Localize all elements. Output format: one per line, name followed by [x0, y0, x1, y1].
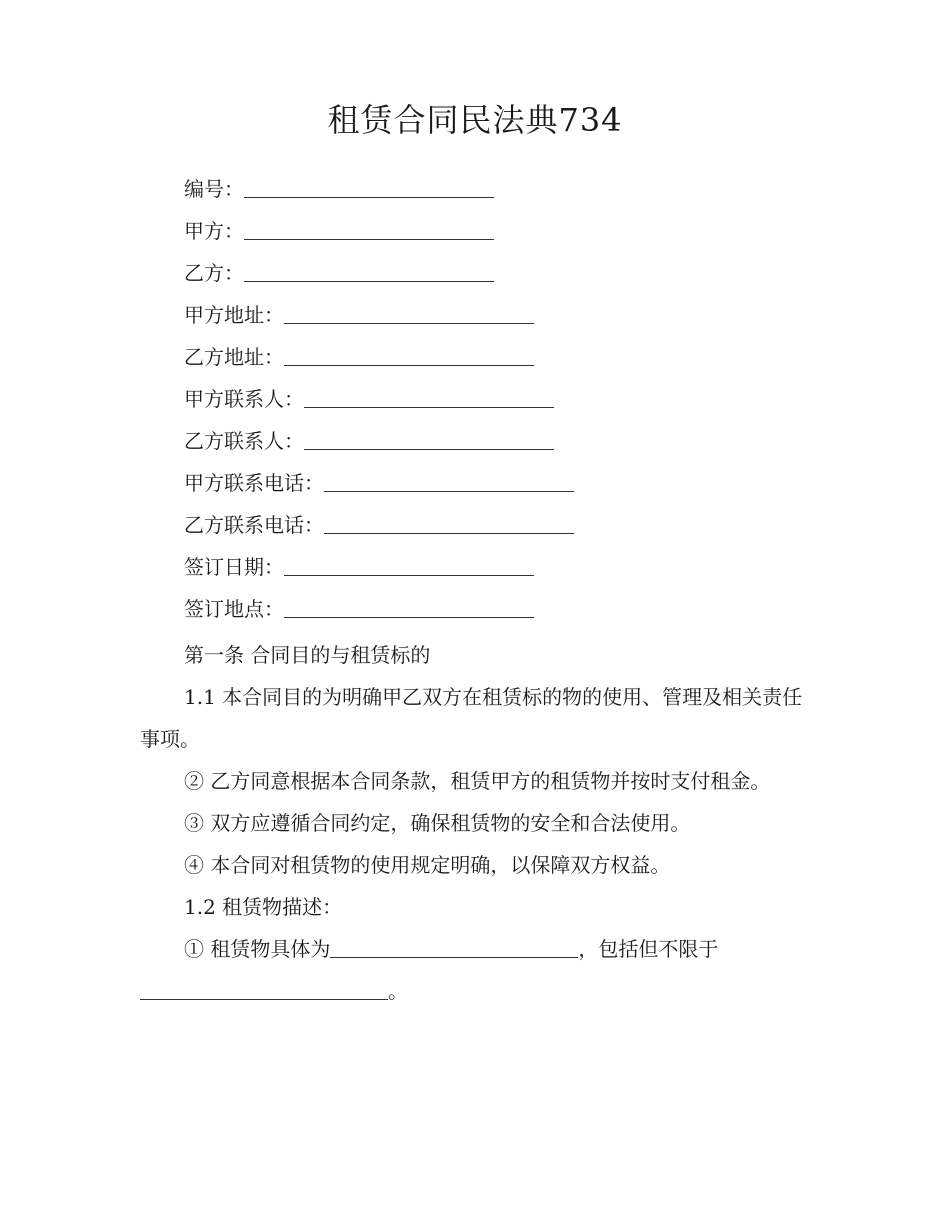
blank-line — [244, 261, 494, 282]
field-party-a-address — [184, 294, 884, 336]
blank-line — [140, 979, 388, 1000]
field-label: 甲方联系人： — [184, 387, 304, 411]
blank-line — [284, 555, 534, 576]
field-label: 乙方联系电话： — [184, 513, 324, 537]
blank-line — [304, 429, 554, 450]
field-party-a-contact — [184, 378, 884, 420]
field-party-b-contact — [184, 420, 884, 462]
blank-line — [304, 387, 554, 408]
field-party-a — [184, 210, 884, 252]
field-label: 乙方： — [184, 261, 244, 285]
contract-fields — [184, 168, 884, 630]
field-label: 签订地点： — [184, 597, 284, 621]
blank-line — [324, 513, 574, 534]
item-text: 。 — [388, 979, 408, 1003]
field-party-b — [184, 252, 884, 294]
field-label: 甲方地址： — [184, 303, 284, 327]
blank-line — [284, 345, 534, 366]
field-party-b-address — [184, 336, 884, 378]
blank-line — [324, 471, 574, 492]
clause-1-2: 1.2 租赁物描述： — [184, 895, 343, 919]
clause-item-4: ④ 本合同对租赁物的使用规定明确，以保障双方权益。 — [184, 853, 671, 877]
field-sign-date — [184, 546, 884, 588]
blank-line — [244, 219, 494, 240]
field-number — [184, 168, 884, 210]
clause-item-2: ② 乙方同意根据本合同条款，租赁甲方的租赁物并按时支付租金。 — [184, 769, 771, 793]
field-label: 甲方： — [184, 219, 244, 243]
field-label: 编号： — [184, 177, 244, 201]
field-label: 签订日期： — [184, 555, 284, 579]
clause-item-1 — [140, 928, 820, 1012]
item-text: ① 租赁物具体为 — [184, 937, 331, 961]
article-heading: 第一条 合同目的与租赁标的 — [184, 643, 431, 667]
contract-body — [140, 634, 820, 1012]
field-party-a-phone — [184, 462, 884, 504]
item-text: ，包括但不限于 — [578, 937, 719, 961]
blank-line — [244, 177, 494, 198]
field-sign-place — [184, 588, 884, 630]
blank-line — [284, 303, 534, 324]
blank-line — [284, 597, 534, 618]
field-party-b-phone — [184, 504, 884, 546]
document-title: 租赁合同民法典734 — [327, 101, 623, 139]
field-label: 乙方联系人： — [184, 429, 304, 453]
field-label: 乙方地址： — [184, 345, 284, 369]
field-label: 甲方联系电话： — [184, 471, 324, 495]
clause-1-1: 1.1 本合同目的为明确甲乙双方在租赁标的物的使用、管理及相关责任事项。 — [140, 685, 803, 751]
clause-item-3: ③ 双方应遵循合同约定，确保租赁物的安全和合法使用。 — [184, 811, 691, 835]
blank-line — [330, 937, 578, 958]
